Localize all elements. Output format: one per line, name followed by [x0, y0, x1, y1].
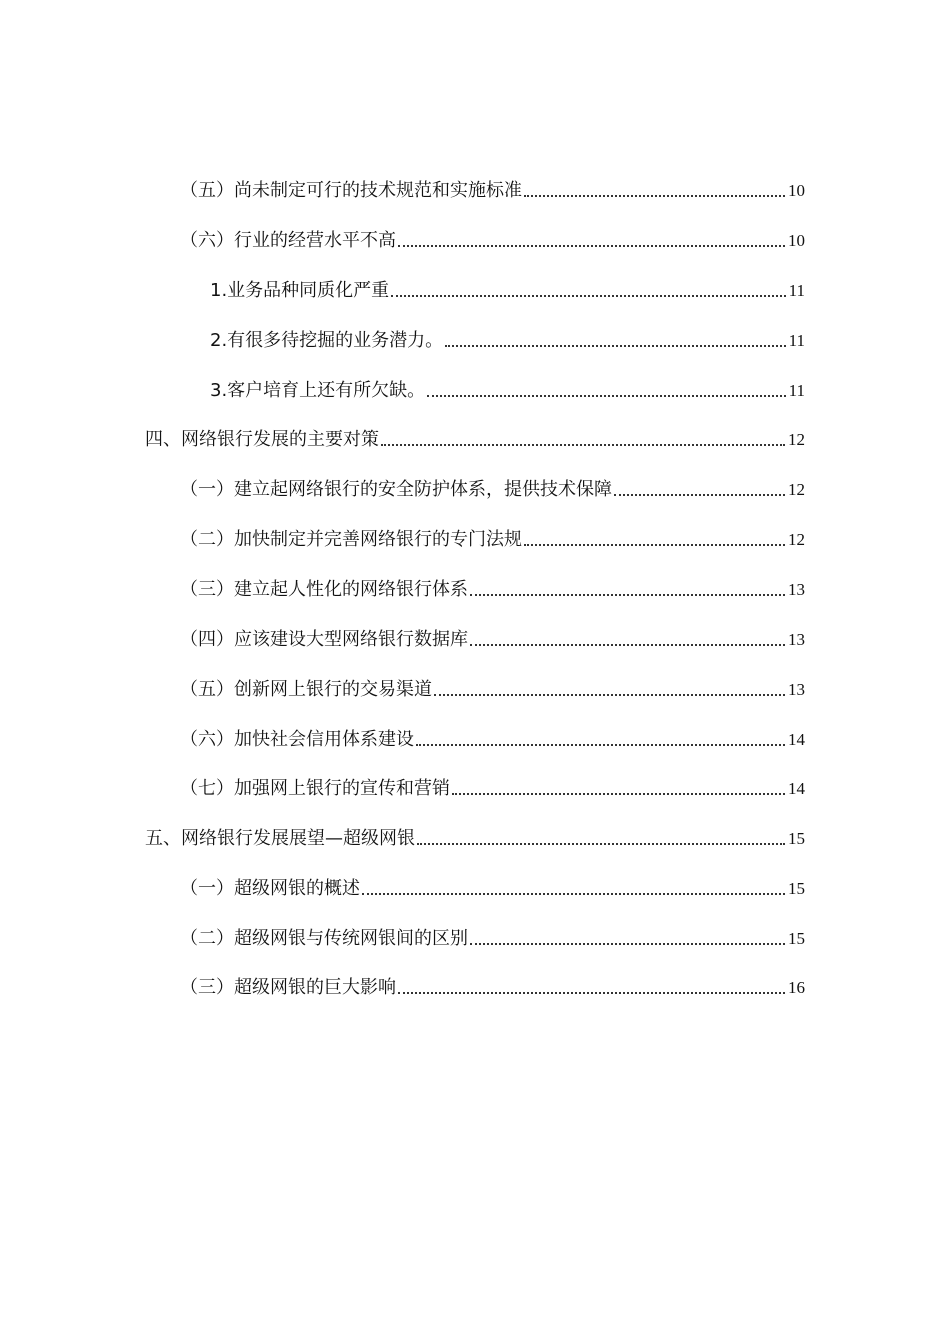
toc-entry-page-number: 10 [788, 231, 805, 250]
dot-leader [381, 444, 785, 446]
dot-leader [470, 594, 785, 596]
dot-leader [362, 893, 785, 895]
toc-entry-title: （四）应该建设大型网络银行数据库 [180, 629, 468, 650]
toc-entry-page-number: 15 [788, 929, 805, 948]
toc-entry-title: 2.有很多待挖掘的业务潜力。 [210, 330, 444, 351]
toc-entry-page-number: 14 [788, 779, 805, 798]
toc-entry[interactable] [180, 970, 805, 1000]
toc-entry-page-number: 10 [788, 181, 805, 200]
toc-entry[interactable] [180, 622, 805, 652]
toc-entry-title: （六）行业的经营水平不高 [180, 230, 396, 251]
dot-leader [416, 744, 785, 746]
toc-entry[interactable] [210, 323, 805, 353]
toc-entry[interactable] [180, 173, 805, 203]
dot-leader [398, 992, 785, 994]
toc-entry-title: （五）尚未制定可行的技术规范和实施标准 [180, 180, 522, 201]
toc-entry-title: （五）创新网上银行的交易渠道 [180, 679, 432, 700]
dot-leader [391, 295, 785, 297]
dot-leader [470, 644, 785, 646]
dot-leader [614, 494, 785, 496]
dot-leader [434, 694, 785, 696]
dot-leader [445, 345, 785, 347]
toc-entry-title: （一）建立起网络银行的安全防护体系，提供技术保障 [180, 479, 612, 500]
toc-entry-title: （三）超级网银的巨大影响 [180, 977, 396, 998]
toc-entry[interactable] [210, 273, 805, 303]
toc-entry-page-number: 13 [788, 680, 805, 699]
toc-entry-title: （一）超级网银的概述 [180, 878, 360, 899]
dot-leader [452, 793, 785, 795]
toc-entry[interactable] [180, 572, 805, 602]
toc-entry-page-number: 12 [788, 530, 805, 549]
toc-entry-page-number: 15 [788, 829, 805, 848]
toc-entry-page-number: 16 [788, 978, 805, 997]
toc-entry-page-number: 14 [788, 730, 805, 749]
toc-entry-page-number: 11 [788, 331, 805, 350]
toc-entry[interactable] [180, 472, 805, 502]
toc-entry[interactable] [180, 921, 805, 951]
toc-entry-title: （二）加快制定并完善网络银行的专门法规 [180, 529, 522, 550]
toc-entry-title: 1.业务品种同质化严重 [210, 280, 390, 301]
dot-leader [427, 395, 785, 397]
dot-leader [524, 544, 785, 546]
toc-entry-page-number: 11 [788, 281, 805, 300]
toc-entry[interactable] [180, 223, 805, 253]
toc-entry-title: （七）加强网上银行的宣传和营销 [180, 778, 450, 799]
toc-entry-page-number: 12 [788, 480, 805, 499]
toc-entry[interactable] [145, 821, 805, 851]
toc-entry-page-number: 13 [788, 630, 805, 649]
toc-entry[interactable] [145, 422, 805, 452]
toc-entry[interactable] [180, 672, 805, 702]
dot-leader [524, 195, 785, 197]
toc-entry-title: （二）超级网银与传统网银间的区别 [180, 928, 468, 949]
dot-leader [398, 245, 785, 247]
toc-entry-title: 3.客户培育上还有所欠缺。 [210, 380, 426, 401]
dot-leader [417, 843, 785, 845]
dot-leader [470, 943, 785, 945]
toc-entry-page-number: 13 [788, 580, 805, 599]
toc-entry-title: 五、网络银行发展展望—超级网银 [145, 828, 415, 849]
toc-entry-page-number: 15 [788, 879, 805, 898]
toc-entry[interactable] [180, 871, 805, 901]
toc-entry[interactable] [180, 522, 805, 552]
toc-entry-title: 四、网络银行发展的主要对策 [145, 429, 379, 450]
toc-entry[interactable] [210, 373, 805, 403]
toc-entry[interactable] [180, 722, 805, 752]
toc-entry-title: （三）建立起人性化的网络银行体系 [180, 579, 468, 600]
toc-entry[interactable] [180, 771, 805, 801]
toc-entry-title: （六）加快社会信用体系建设 [180, 729, 414, 750]
toc-entry-page-number: 11 [788, 381, 805, 400]
toc-entry-page-number: 12 [788, 430, 805, 449]
